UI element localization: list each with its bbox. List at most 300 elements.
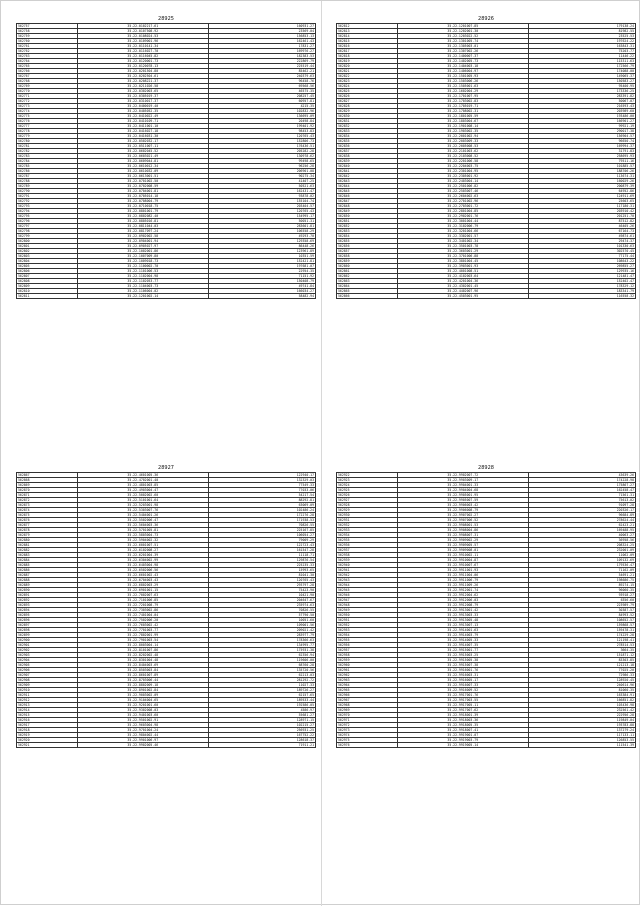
account-code: 35.22.9915005.38: [397, 658, 528, 663]
record-number: 562784: [17, 159, 78, 164]
amount: 208324.25: [528, 543, 635, 548]
record-number: 562833: [337, 129, 398, 134]
account-code: 35.22.9919003.79: [397, 738, 528, 743]
amount: 152402.47: [528, 279, 635, 284]
record-number: 562765: [17, 64, 78, 69]
amount: 189533.44: [208, 698, 315, 703]
account-code: 35.22.9910002.11: [397, 553, 528, 558]
account-code: 35.22.3801004.45: [397, 259, 528, 264]
record-number: 562923: [337, 478, 398, 483]
account-code: 35.22.0811044.03: [77, 224, 208, 229]
account-code: 35.22.7701003.77: [77, 628, 208, 633]
record-number: 562815: [337, 39, 398, 44]
account-code: 35.22.5803004.73: [77, 533, 208, 538]
account-code: 35.22.5404001.26: [77, 513, 208, 518]
amount: 96458.76: [208, 79, 315, 84]
account-code: 35.22.3001004.44: [397, 219, 528, 224]
amount: 10421.90: [208, 593, 315, 598]
amount: 29474.37: [528, 239, 635, 244]
amount: 162431.47: [208, 189, 315, 194]
account-code: 35.22.2003009.33: [397, 139, 528, 144]
amount: 269855.27: [528, 264, 635, 269]
amount: 129876.54: [208, 558, 315, 563]
record-number: 562934: [337, 533, 398, 538]
account-code: 35.22.9913005.48: [397, 618, 528, 623]
record-number: 562909: [17, 683, 78, 688]
record-number: 562932: [337, 523, 398, 528]
amount: 126853.55: [528, 738, 635, 743]
record-number: 562942: [337, 573, 398, 578]
amount: 169976.27: [208, 49, 315, 54]
record-number: 562927: [337, 498, 398, 503]
account-code: 35.22.1400007.37: [397, 54, 528, 59]
account-code: 35.22.9919001.07: [397, 733, 528, 738]
record-number: 562847: [337, 199, 398, 204]
amount: 83303.85: [528, 658, 635, 663]
amount: 179536.47: [528, 563, 635, 568]
account-code: 35.22.0817097.24: [77, 229, 208, 234]
account-code: 35.22.1002001.86: [77, 249, 208, 254]
amount: 30387.57: [528, 608, 635, 613]
account-code: 35.22.9003002.09: [77, 693, 208, 698]
account-code: 35.22.6102008.27: [77, 548, 208, 553]
record-number: 562893: [17, 603, 78, 608]
account-code: 35.22.0502032.17: [77, 139, 208, 144]
record-number: 562917: [17, 723, 78, 728]
account-code: 35.22.5604003.36: [77, 523, 208, 528]
account-code: 35.22.7401004.04: [77, 613, 208, 618]
record-number: 562849: [337, 209, 398, 214]
record-number: 562834: [337, 134, 398, 139]
amount: 222869.79: [208, 59, 315, 64]
account-code: 35.22.0120001.73: [77, 59, 208, 64]
record-number: 562779: [17, 134, 78, 139]
account-code: 35.22.2703001.72: [397, 204, 528, 209]
account-code: 35.22.2403004.14: [397, 179, 528, 184]
amount: 130978.62: [208, 154, 315, 159]
table-row: [337, 294, 636, 299]
record-number: 562838: [337, 154, 398, 159]
amount: 193783.88: [528, 723, 635, 728]
record-number: 562869: [17, 483, 78, 488]
record-number: 562766: [17, 69, 78, 74]
record-number: 562907: [17, 673, 78, 678]
account-code: 35.22.0801001.79: [77, 209, 208, 214]
record-number: 562789: [17, 184, 78, 189]
page-number: 28925: [158, 16, 174, 22]
record-number: 562823: [337, 79, 398, 84]
amount: 31791.83: [528, 149, 635, 154]
record-number: 562933: [337, 528, 398, 533]
account-code: 35.22.0310017.37: [77, 99, 208, 104]
amount: 225235.33: [208, 563, 315, 568]
amount: 119606.00: [208, 658, 315, 663]
amount: 40063.27: [528, 533, 635, 538]
amount: 62213.03: [208, 673, 315, 678]
record-number: 562924: [337, 483, 398, 488]
record-number: 562972: [337, 723, 398, 728]
amount: 240614.96: [528, 683, 635, 688]
account-code: 35.22.2701002.96: [397, 199, 528, 204]
account-code: 35.22.9918007.41: [397, 728, 528, 733]
account-code: 35.22.9917007.62: [397, 708, 528, 713]
account-code: 35.22.0208221.37: [77, 79, 208, 84]
account-code: 35.22.8202002.48: [77, 653, 208, 658]
amount: 278514.53: [528, 643, 635, 648]
account-code: 35.22.0613001.51: [77, 174, 208, 179]
account-code: 35.22.0102217.61: [77, 24, 208, 29]
account-code: 35.22.8301004.48: [77, 658, 208, 663]
account-code: 35.22.0108024.53: [77, 34, 208, 39]
record-number: 562758: [17, 29, 78, 34]
amount: 77549.33: [208, 483, 315, 488]
amount: 109132.69: [528, 558, 635, 563]
amount: 235974.63: [208, 603, 315, 608]
account-code: 35.22.9916003.31: [397, 673, 528, 678]
record-number: 562816: [337, 44, 398, 49]
account-code: 35.22.1903002.35: [397, 129, 528, 134]
account-code: 35.22.7502006.20: [77, 618, 208, 623]
record-number: 562836: [337, 144, 398, 149]
account-code: 35.22.9915001.77: [397, 648, 528, 653]
amount: 20498.84: [208, 119, 315, 124]
amount: 149065.37: [528, 74, 635, 79]
record-number: 562808: [17, 279, 78, 284]
amount: 182383.53: [208, 54, 315, 59]
amount: 128618.37: [208, 738, 315, 743]
record-number: 562882: [17, 548, 78, 553]
account-code: 35.22.2201006.58: [397, 159, 528, 164]
account-code: 35.22.0107508.92: [77, 29, 208, 34]
account-code: 35.22.2001002.94: [397, 134, 528, 139]
record-number: 562926: [337, 493, 398, 498]
record-number: 562785: [17, 164, 78, 169]
record-number: 562773: [17, 104, 78, 109]
amount: 86448.26: [208, 244, 315, 249]
account-code: 35.22.0410022.49: [77, 114, 208, 119]
record-number: 562941: [337, 568, 398, 573]
amount: 121213.18: [528, 663, 635, 668]
record-number: 562802: [17, 249, 78, 254]
account-code: 35.22.0701002.50: [77, 179, 208, 184]
amount: 175931.38: [208, 648, 315, 653]
account-code: 35.22.9914003.79: [397, 633, 528, 638]
record-number: 562962: [337, 673, 398, 678]
account-code: 35.22.5203001.98: [77, 503, 208, 508]
account-code: 35.22.1602004.29: [397, 89, 528, 94]
record-number: 562949: [337, 608, 398, 613]
account-code: 35.22.9914007.35: [397, 643, 528, 648]
amount: 160931.27: [208, 24, 315, 29]
amount: 70826.55: [208, 523, 315, 528]
record-number: 562855: [337, 239, 398, 244]
record-number: 562829: [337, 109, 398, 114]
amount: 189726.27: [208, 688, 315, 693]
account-code: 35.22.0400019.40: [77, 104, 208, 109]
record-number: 562818: [337, 54, 398, 59]
amount: 178366.63: [208, 638, 315, 643]
amount: 62423.21: [528, 523, 635, 528]
record-number: 562799: [17, 234, 78, 239]
account-code: 35.22.0902002.58: [77, 234, 208, 239]
account-code: 35.22.9916007.33: [397, 683, 528, 688]
amount: 117133.11: [528, 733, 635, 738]
record-number: 562894: [17, 608, 78, 613]
account-code: 35.22.9401003.60: [77, 713, 208, 718]
amount: 10051.60: [208, 618, 315, 623]
record-number: 562797: [17, 224, 78, 229]
amount: 69568.56: [208, 84, 315, 89]
amount: 77033.06: [208, 488, 315, 493]
account-code: 35.22.9914005.33: [397, 638, 528, 643]
account-code: 35.22.4503001.95: [397, 294, 528, 299]
amount: 57790.50: [208, 613, 315, 618]
amount: 162461.43: [208, 39, 315, 44]
amount: 283977.79: [208, 633, 315, 638]
amount: 175867.27: [528, 483, 635, 488]
record-number: 562783: [17, 154, 78, 159]
record-number: 562795: [17, 214, 78, 219]
amount: 81060.35: [528, 688, 635, 693]
account-code: 35.22.9907002.27: [397, 513, 528, 518]
page-number: 28926: [478, 16, 494, 22]
amount: 71162.09: [528, 568, 635, 573]
account-code: 35.22.5502006.47: [77, 518, 208, 523]
record-number: 562853: [337, 229, 398, 234]
amount: 79511.16: [528, 159, 635, 164]
account-code: 35.22.8003004.14: [77, 643, 208, 648]
amount: 91097.28: [528, 503, 635, 508]
record-number: 562948: [337, 603, 398, 608]
amount: 150408.79: [208, 279, 315, 284]
account-code: 35.22.1705019.71: [397, 104, 528, 109]
record-number: 562943: [337, 578, 398, 583]
account-code: 35.22.1104003.73: [77, 284, 208, 289]
record-number: 562951: [337, 618, 398, 623]
record-number: 562819: [337, 59, 398, 64]
account-code: 35.22.0411001.10: [77, 124, 208, 129]
amount: 197624.22: [528, 39, 635, 44]
record-number: 562820: [337, 64, 398, 69]
record-number: 562925: [337, 488, 398, 493]
account-code: 35.22.5101001.64: [77, 498, 208, 503]
record-number: 562812: [337, 24, 398, 29]
record-number: 562920: [17, 738, 78, 743]
record-number: 562899: [17, 633, 78, 638]
amount: 96650.74: [528, 139, 635, 144]
amount: 46405.26: [528, 224, 635, 229]
amount: 163384.91: [528, 693, 635, 698]
amount: 102486.24: [208, 508, 315, 513]
amount: 25603.65: [528, 199, 635, 204]
amount: 159478.31: [528, 628, 635, 633]
account-code: 35.22.0602045.52: [77, 149, 208, 154]
record-number: 562873: [17, 503, 78, 508]
table-row: [17, 294, 316, 299]
account-code: 35.22.0116045.82: [77, 54, 208, 59]
account-code: 35.22.9915003.25: [397, 653, 528, 658]
amount: 54691.21: [528, 573, 635, 578]
amount: 96256.28: [208, 164, 315, 169]
record-number: 562935: [337, 538, 398, 543]
account-code: 35.22.0610012.34: [77, 164, 208, 169]
account-code: 35.22.6601002.43: [77, 573, 208, 578]
account-code: 35.22.2503007.46: [397, 189, 528, 194]
account-code: 35.22.9902005.46: [77, 743, 208, 748]
amount: 23569.04: [208, 29, 315, 34]
record-number: 562787: [17, 174, 78, 179]
amount: 201251.70: [528, 214, 635, 219]
amount: 121481.47: [528, 274, 635, 279]
account-code: 35.22.5002002.60: [77, 493, 208, 498]
record-number: 562885: [17, 563, 78, 568]
record-number: 562768: [17, 79, 78, 84]
record-number: 562858: [337, 254, 398, 259]
record-number: 562871: [17, 493, 78, 498]
record-number: 562964: [337, 683, 398, 688]
page-28925: [16, 15, 316, 299]
account-code: 35.22.1703002.83: [397, 99, 528, 104]
record-number: 562854: [337, 234, 398, 239]
amount: 156853.13: [208, 34, 315, 39]
account-code: 35.22.9907006.52: [397, 518, 528, 523]
account-code: 35.22.1501005.93: [397, 74, 528, 79]
record-number: 562928: [337, 503, 398, 508]
amount: 95400.95: [528, 84, 635, 89]
record-number: 562842: [337, 174, 398, 179]
account-code: 35.22.9903009.17: [397, 478, 528, 483]
record-number: 562821: [337, 69, 398, 74]
account-code: 35.22.0202504.61: [77, 74, 208, 79]
record-number: 562911: [17, 693, 78, 698]
account-code: 35.22.9911001.93: [397, 568, 528, 573]
account-code: 35.22.1503006.26: [397, 79, 528, 84]
amount: 67164.73: [528, 229, 635, 234]
account-code: 35.22.1201002.14: [77, 294, 208, 299]
account-code: 35.22.0416031.30: [77, 134, 208, 139]
account-code: 35.22.4201004.36: [397, 279, 528, 284]
account-code: 35.22.6901001.15: [77, 588, 208, 593]
account-code: 35.22.7901003.54: [77, 638, 208, 643]
record-number: 562959: [337, 658, 398, 663]
account-code: 35.22.2005008.53: [397, 144, 528, 149]
amount: 77025.20: [528, 668, 635, 673]
account-code: 35.22.9917005.11: [397, 703, 528, 708]
account-code: 35.22.9901006.97: [77, 738, 208, 743]
amount: 81041.30: [208, 573, 315, 578]
account-code: 35.22.9913003.33: [397, 613, 528, 618]
account-code: 35.22.9911009.26: [397, 583, 528, 588]
account-code: 35.22.0416027.18: [77, 129, 208, 134]
record-number: 562976: [337, 743, 398, 748]
record-number: 562880: [17, 538, 78, 543]
account-code: 35.22.1101006.53: [77, 269, 208, 274]
account-code: 35.22.1102004.98: [77, 274, 208, 279]
account-code: 35.22.6704003.43: [77, 578, 208, 583]
amount: 193486.00: [528, 114, 635, 119]
amount: 4215.35: [208, 104, 315, 109]
account-code: 35.22.4001008.51: [397, 269, 528, 274]
amount: 160029.26: [528, 179, 635, 184]
record-number: 562958: [337, 653, 398, 658]
account-code: 35.22.9911004.06: [397, 573, 528, 578]
account-code: 35.22.0211026.58: [77, 84, 208, 89]
record-number: 562810: [17, 289, 78, 294]
account-code: 35.22.1404003.18: [397, 64, 528, 69]
record-number: 562872: [17, 498, 78, 503]
amount: 208257.45: [208, 94, 315, 99]
amount: 11062.09: [528, 553, 635, 558]
record-number: 562889: [17, 583, 78, 588]
amount: 41407.25: [208, 179, 315, 184]
amount: 154995.17: [208, 214, 315, 219]
record-number: 562792: [17, 199, 78, 204]
record-number: 562791: [17, 194, 78, 199]
record-number: 562902: [17, 648, 78, 653]
amount: 102832.96: [208, 109, 315, 114]
amount: 85462.21: [208, 69, 315, 74]
amount: 46575.35: [208, 89, 315, 94]
account-code: 35.22.9916001.76: [397, 668, 528, 673]
record-number: 562772: [17, 99, 78, 104]
amount: 96060.35: [528, 588, 635, 593]
record-number: 562814: [337, 34, 398, 39]
amount: 71911.21: [208, 743, 315, 748]
amount: 203404.57: [208, 204, 315, 209]
amount: 174088.00: [528, 69, 635, 74]
record-number: 562930: [337, 513, 398, 518]
account-code: 35.22.9906003.42: [397, 503, 528, 508]
amount: 174229.28: [528, 633, 635, 638]
account-code: 35.22.9912008.79: [397, 603, 528, 608]
record-number: 562931: [337, 518, 398, 523]
account-code: 35.22.0410109.71: [77, 119, 208, 124]
amount: 54217.54: [208, 493, 315, 498]
account-code: 35.22.9911006.79: [397, 578, 528, 583]
record-number: 562867: [17, 473, 78, 478]
account-code: 35.22.6502006.56: [77, 568, 208, 573]
amount: 132329.03: [208, 478, 315, 483]
amount: 55681.27: [208, 713, 315, 718]
account-code: 35.22.6802003.29: [77, 583, 208, 588]
account-code: 35.22.9904001.33: [397, 483, 528, 488]
amount: 151871.12: [528, 653, 635, 658]
amount: 96684.89: [528, 513, 635, 518]
amount: 115311.63: [528, 59, 635, 64]
account-code: 35.22.9917001.76: [397, 693, 528, 698]
amount: 99921.19: [528, 124, 635, 129]
account-code: 35.22.5904002.32: [77, 538, 208, 543]
record-number: 562974: [337, 733, 398, 738]
amount: 278624.44: [528, 518, 635, 523]
amount: 206901.08: [208, 169, 315, 174]
amount: 122940.17: [208, 473, 315, 478]
record-number: 562825: [337, 89, 398, 94]
account-code: 35.22.0120078.13: [77, 64, 208, 69]
amount: 93918.27: [528, 593, 635, 598]
account-code: 35.22.1202001.30: [397, 29, 528, 34]
account-code: 35.22.9701004.24: [77, 728, 208, 733]
record-number: 562888: [17, 578, 78, 583]
record-number: 562905: [17, 663, 78, 668]
amount: 192586.05: [208, 703, 315, 708]
record-number: 562914: [17, 708, 78, 713]
amount: 161547.28: [208, 548, 315, 553]
amount: 174228.98: [528, 478, 635, 483]
account-code: 35.22.0609044.81: [77, 159, 208, 164]
account-code: 35.22.1701007.95: [397, 94, 528, 99]
amount: 169488.95: [528, 528, 635, 533]
